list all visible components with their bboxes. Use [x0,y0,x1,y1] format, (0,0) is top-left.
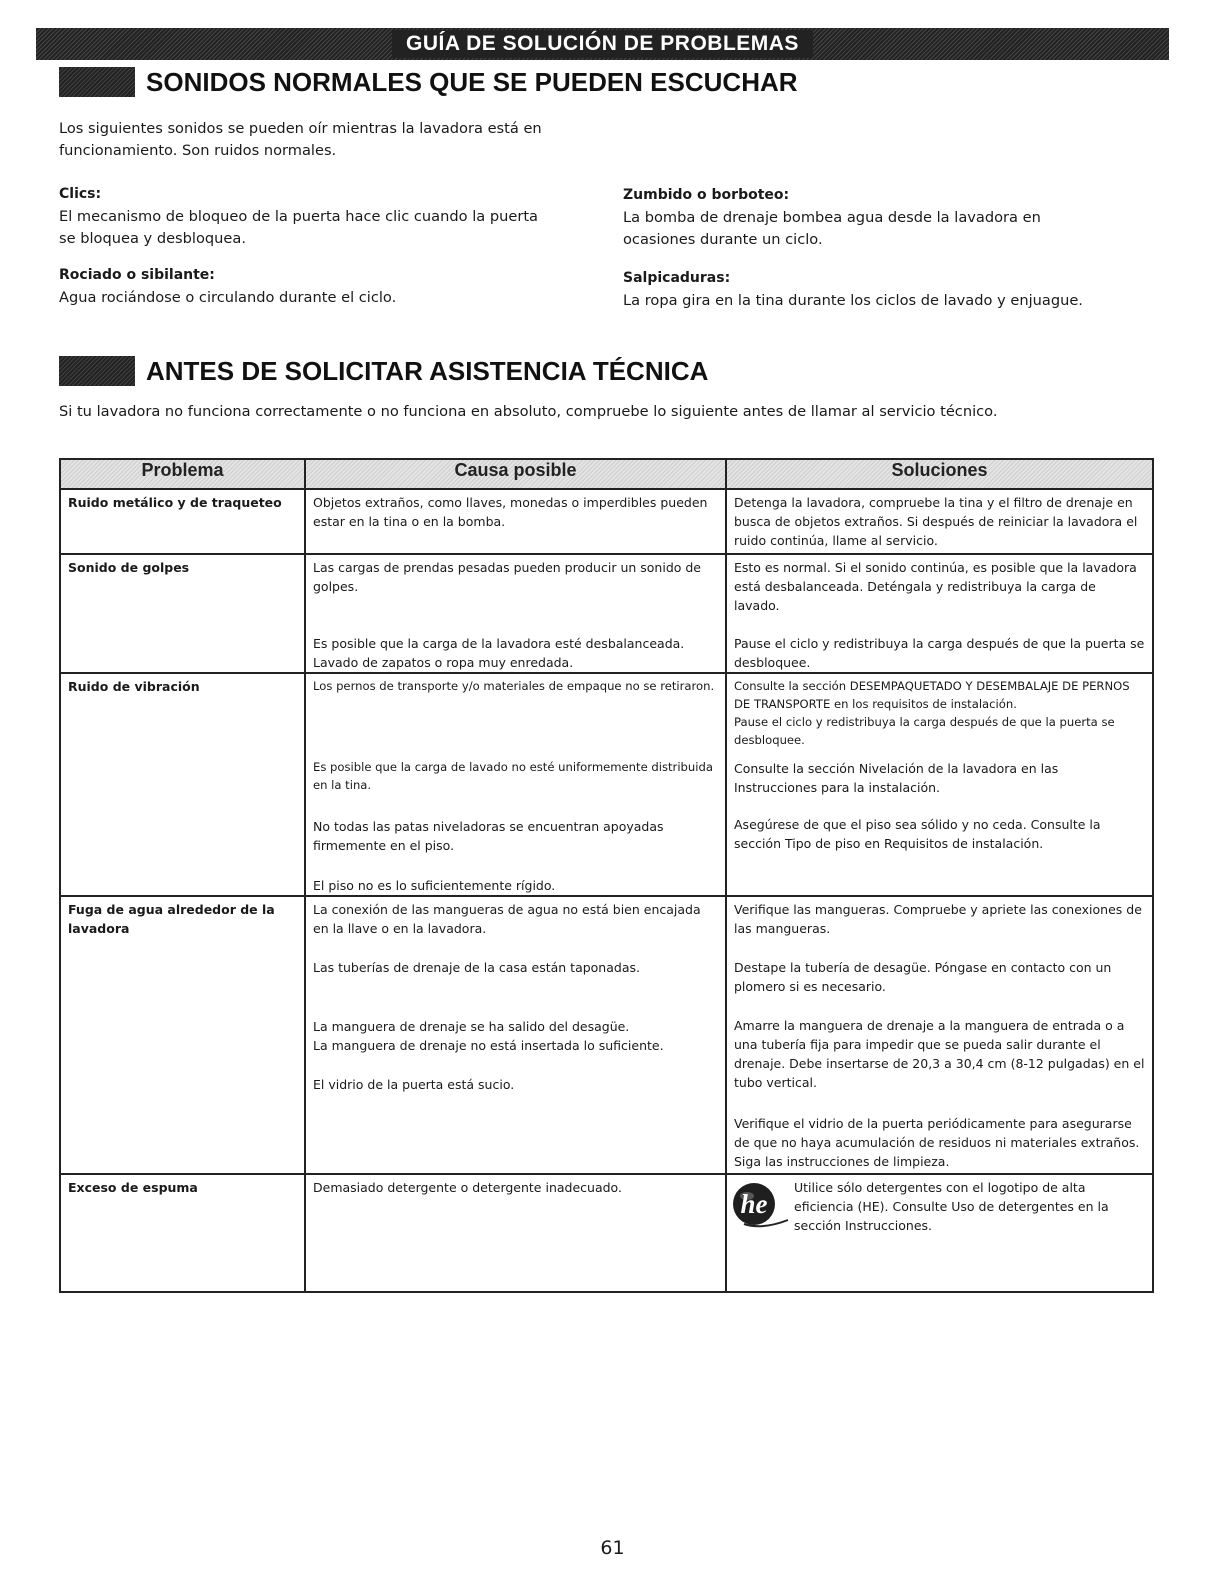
he-logo-text: he [740,1189,768,1219]
troubleshooting-table [59,458,1154,1293]
table-row [60,554,1153,673]
cause-text: Las cargas de prendas pesadas pueden producir un sonido de golpes. [313,560,701,594]
table-row [60,489,1153,554]
solution-text: Verifique las mangueras. Compruebe y apriete las conexiones de las mangueras. [734,902,1142,936]
sound-label: Zumbido o borboteo: [623,187,790,203]
sound-label: Salpicaduras: [623,270,731,286]
solution-text: Pause el ciclo y redistribuya la carga después de que la puerta se desbloquee. [734,636,1145,670]
sound-label: Rociado o sibilante: [59,267,215,283]
sound-label: Clics: [59,186,102,202]
sound-text: ocasiones durante un ciclo. [623,231,823,248]
section-intro: Si tu lavadora no funciona correctamente o no funciona en absoluto, compruebe lo siguiente antes de llamar al servicio técnico. [59,403,998,420]
column-header-cause: Causa posible [305,459,726,489]
cause-text: Es posible que la carga de lavado no esté uniformemente distribuida en la tina. [313,760,713,792]
solution-text: Verifique el vidrio de la puerta periódicamente para asegurarse de que no haya acumulación de residuos ni materiales extraños. Siga las instrucciones de limpieza. [734,1116,1140,1169]
solution-text: Utilice sólo detergentes con el logotipo de alta eficiencia (HE). Consulte Uso de detergentes en la sección Instrucciones. [794,1180,1109,1233]
problem-cell: Exceso de espuma [60,1174,305,1292]
cause-text: La manguera de drenaje se ha salido del desagüe. [313,1019,630,1034]
problem-cell: Ruido de vibración [60,673,305,896]
cause-cell [305,1174,726,1292]
solution-cell [726,673,1153,896]
solution-cell [726,1174,1153,1292]
problem-cell: Fuga de agua alrededor de la lavadora [60,896,305,1174]
solution-cell [726,554,1153,673]
section-title: ANTES DE SOLICITAR ASISTENCIA TÉCNICA [146,355,709,386]
cause-cell [305,554,726,673]
sound-text: La ropa gira en la tina durante los ciclos de lavado y enjuague. [623,292,1083,309]
cause-text: La manguera de drenaje no está insertada lo suficiente. [313,1038,664,1053]
section-heading-before-service [59,355,708,387]
cause-text: Los pernos de transporte y/o materiales de empaque no se retiraron. [313,679,715,693]
cause-text: Es posible que la carga de la lavadora esté desbalanceada. [313,636,685,651]
table-row [60,673,1153,896]
he-logo-icon [730,1178,794,1234]
cause-text: Lavado de zapatos o ropa muy enredada. [313,655,574,670]
table-row [60,896,1153,1174]
solution-cell [726,896,1153,1174]
solution-text: Amarre la manguera de drenaje a la manguera de entrada o a una tubería fija para impedir que se pueda salir durante el drenaje. Debe insertarse de 20,3 a 30,4 cm (8-12 pulgadas) en el tubo vertical. [734,1018,1145,1090]
sound-text: Agua rociándose o circulando durante el ciclo. [59,289,397,306]
solution-text: Consulte la sección DESEMPAQUETADO Y DESEMBALAJE DE PERNOS DE TRANSPORTE en los requisitos de instalación. [734,679,1130,711]
he-solution [734,1178,1145,1235]
heading-block-icon [59,356,135,386]
heading-block-icon [59,67,135,97]
cause-cell [305,673,726,896]
cause-cell [305,489,726,554]
cause-text: Demasiado detergente o detergente inadecuado. [313,1180,622,1195]
intro-line: funcionamiento. Son ruidos normales. [59,142,337,159]
table-header-row [60,459,1153,489]
sound-text: se bloquea y desbloquea. [59,230,246,247]
section-heading-normal-sounds [59,66,798,98]
solution-text: Destape la tubería de desagüe. Póngase en contacto con un plomero si es necesario. [734,960,1112,994]
solution-text: Detenga la lavadora, compruebe la tina y el filtro de drenaje en busca de objetos extraños. Si después de reiniciar la lavadora el ruido continúa, llame al servicio. [734,495,1138,548]
column-header-solutions: Soluciones [726,459,1153,489]
column-header-problem: Problema [60,459,305,489]
page-banner [36,28,1169,60]
intro-line: Los siguientes sonidos se pueden oír mientras la lavadora está en [59,120,542,137]
cause-text: La conexión de las mangueras de agua no está bien encajada en la llave o en la lavadora. [313,902,701,936]
cause-cell [305,896,726,1174]
cause-text: Las tuberías de drenaje de la casa están taponadas. [313,960,640,975]
cause-text: Objetos extraños, como llaves, monedas o imperdibles pueden estar en la tina o en la bomba. [313,495,708,529]
solution-text: Pause el ciclo y redistribuya la carga después de que la puerta se desbloquee. [734,715,1115,747]
banner-title: GUÍA DE SOLUCIÓN DE PROBLEMAS [392,30,813,58]
page-number: 61 [600,1537,625,1559]
problem-cell: Ruido metálico y de traqueteo [60,489,305,554]
solution-cell [726,489,1153,554]
cause-text: El piso no es lo suficientemente rígido. [313,878,556,893]
solution-text: Consulte la sección Nivelación de la lavadora en las Instrucciones para la instalación. [734,761,1059,795]
problem-cell: Sonido de golpes [60,554,305,673]
solution-text: Asegúrese de que el piso sea sólido y no ceda. Consulte la sección Tipo de piso en Requisitos de instalación. [734,817,1101,851]
cause-text: No todas las patas niveladoras se encuentran apoyadas firmemente en el piso. [313,819,664,853]
sound-text: La bomba de drenaje bombea agua desde la lavadora en [623,209,1041,226]
table-row [60,1174,1153,1292]
solution-text: Esto es normal. Si el sonido continúa, es posible que la lavadora está desbalanceada. Deténgala y redistribuya la carga de lavado. [734,560,1137,613]
section-title: SONIDOS NORMALES QUE SE PUEDEN ESCUCHAR [146,66,798,97]
sound-text: El mecanismo de bloqueo de la puerta hace clic cuando la puerta [59,208,538,225]
cause-text: El vidrio de la puerta está sucio. [313,1077,515,1092]
